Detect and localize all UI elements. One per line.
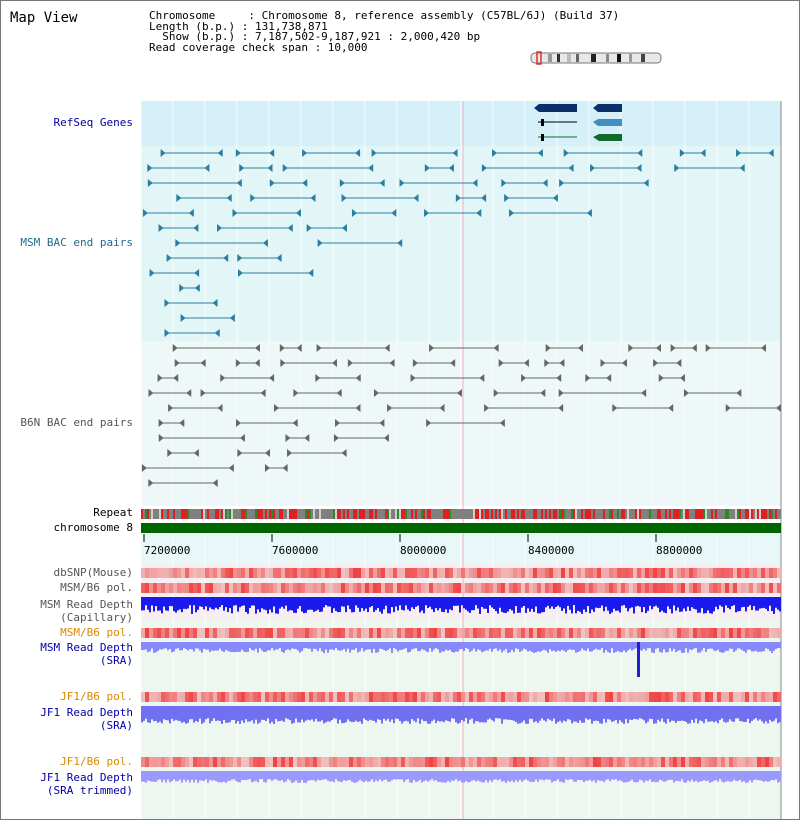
msm-b6-pol-sra-track	[141, 628, 781, 638]
refseq-genes-label[interactable]: RefSeq Genes	[53, 116, 133, 129]
msm-bac-label[interactable]: MSM BAC end pairs	[20, 236, 133, 249]
msm-depth-capillary-sublabel: (Capillary)	[60, 611, 133, 624]
jf1-depth-sra-sublabel: (SRA)	[99, 719, 133, 732]
jf1-depth-trimmed-label[interactable]: JF1 Read Depth	[40, 771, 133, 784]
axis-tick-label: 8800000	[656, 544, 703, 557]
msm-b6-pol-sra-label[interactable]: MSM/B6 pol.	[60, 626, 133, 639]
jf1-depth-trimmed-bars	[141, 771, 781, 783]
chromosome-info	[149, 11, 619, 53]
chromosome-ideogram	[531, 52, 661, 64]
b6n-bac-label[interactable]: B6N BAC end pairs	[20, 416, 133, 429]
coverage-span-line: Read coverage check span : 10,000	[149, 40, 368, 54]
jf1-depth-sra-bars	[141, 706, 781, 724]
dbsnp-track	[141, 568, 781, 578]
axis-tick-label: 8400000	[528, 544, 575, 557]
msm-depth-sra-sublabel: (SRA)	[99, 654, 133, 667]
axis-tick-label: 7200000	[144, 544, 191, 557]
jf1-b6-pol-track	[141, 692, 781, 702]
msm-b6-pol-label[interactable]: MSM/B6 pol.	[60, 581, 133, 594]
chromosome-track-label: chromosome 8	[53, 521, 133, 534]
msm-depth-capillary-label[interactable]: MSM Read Depth	[40, 598, 133, 611]
map-view-title: Map View	[10, 10, 78, 26]
jf1-depth-sra-label[interactable]: JF1 Read Depth	[40, 706, 133, 719]
chromosome-info-line: Chromosome : Chromosome 8, reference assembly (C57BL/6J) (Build 37)	[149, 9, 620, 22]
axis-tick-label: 7600000	[272, 544, 319, 557]
repeat-label: Repeat	[93, 506, 133, 519]
chromosome-bar	[141, 523, 781, 533]
jf1-b6-pol-trimmed-label[interactable]: JF1/B6 pol.	[60, 755, 133, 768]
msm-depth-spike	[637, 642, 640, 677]
show-range-line: Show (b.p.) : 7,187,502-9,187,921 : 2,000,420 bp	[149, 30, 481, 43]
msm-depth-sra-label[interactable]: MSM Read Depth	[40, 641, 133, 654]
repeat-track	[141, 509, 781, 519]
jf1-b6-pol-label[interactable]: JF1/B6 pol.	[60, 690, 133, 703]
jf1-depth-trimmed-sublabel: (SRA trimmed)	[46, 784, 133, 797]
axis-tick-label: 8000000	[400, 544, 447, 557]
dbsnp-label[interactable]: dbSNP(Mouse)	[53, 566, 133, 579]
msm-b6-pol-track	[141, 583, 781, 593]
jf1-b6-pol-trimmed-track	[141, 757, 781, 767]
length-info-line: Length (b.p.) : 131,738,871	[149, 19, 328, 33]
